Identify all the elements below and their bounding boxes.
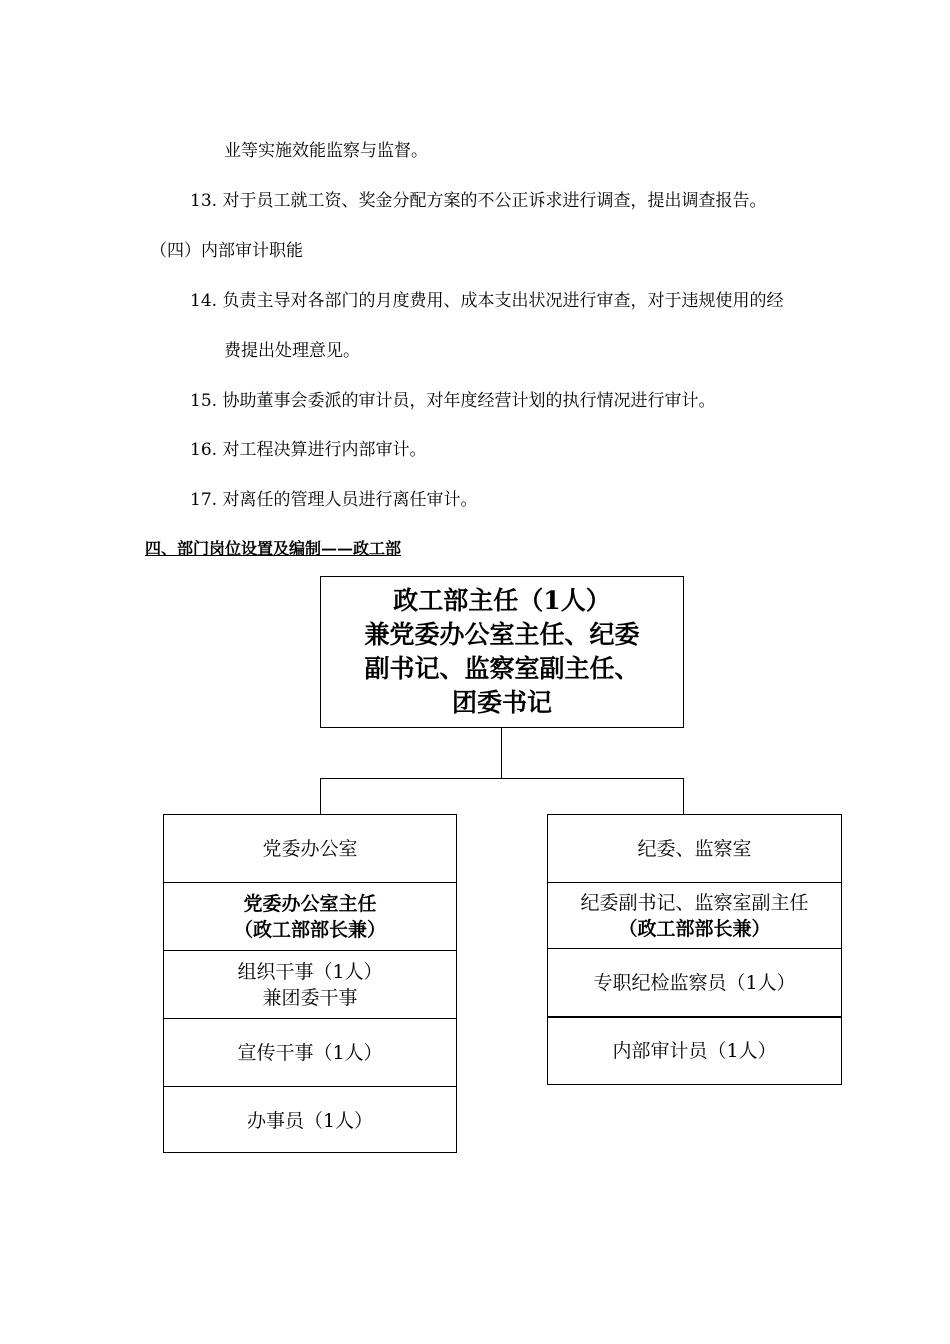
connector-right-drop [683,778,684,814]
text-line-1: 业等实施效能监察与监督。 [224,141,428,161]
top-line-2: 兼党委办公室主任、纪委 [364,620,640,649]
left-role1-line1: 组织干事（1人） [237,960,383,983]
left-role3-cell [164,1087,456,1154]
section-heading: 四、部门岗位设置及编制——政工部 [145,539,402,558]
right-head-note: （政工部部长兼） [618,917,771,940]
text-line-5: 15. 协助董事会委派的审计员，对年度经营计划的执行情况进行审计。 [190,391,716,411]
left-head-cell [164,883,456,951]
text-line-2: 13. 对于员工就工资、奖金分配方案的不公正诉求进行调查，提出调查报告。 [190,191,767,211]
text-line-6: 16. 对工程决算进行内部审计。 [190,440,427,460]
top-line-4: 团委书记 [451,688,552,717]
text-line-7: 17. 对离任的管理人员进行离任审计。 [190,490,478,510]
org-right-column [547,814,842,1085]
left-role1-cell [164,951,456,1019]
right-header: 纪委、监察室 [637,837,752,860]
org-top-box [320,576,684,728]
right-head-title: 纪委副书记、监察室副主任 [580,891,809,914]
left-role2-cell [164,1019,456,1087]
top-title: 政工部主任（1人） [393,586,611,615]
right-role2-cell [548,1018,841,1084]
left-role1-line2: 兼团委干事 [262,986,358,1009]
left-header: 党委办公室 [262,837,358,860]
right-role1-cell [548,949,841,1018]
left-role2: 宣传干事（1人） [237,1041,383,1064]
right-head-cell [548,883,841,949]
org-left-column [163,814,457,1153]
connector-vertical-main [501,728,502,778]
left-header-cell [164,815,456,883]
subsection-heading: （四）内部审计职能 [150,241,303,261]
connector-left-drop [320,778,321,814]
text-line-4: 费提出处理意见。 [224,341,360,361]
text-line-3: 14. 负责主导对各部门的月度费用、成本支出状况进行审查，对于违规使用的经 [190,291,784,311]
top-line-3: 副书记、监察室副主任、 [364,654,640,683]
left-head-title: 党委办公室主任 [243,892,377,915]
connector-horizontal [320,778,684,779]
left-head-note: （政工部部长兼） [233,918,386,941]
right-role2: 内部审计员（1人） [612,1040,777,1062]
right-header-cell [548,815,841,883]
right-role1: 专职纪检监察员（1人） [593,971,796,994]
left-role3: 办事员（1人） [246,1109,374,1132]
